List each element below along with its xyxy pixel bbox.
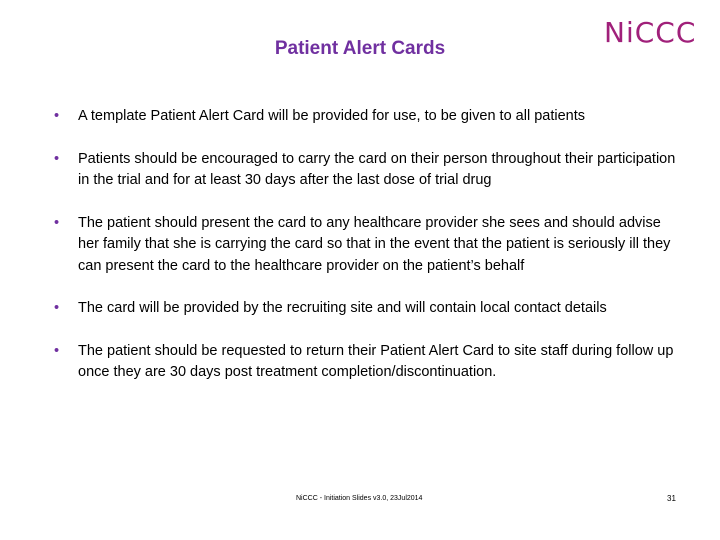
bullet-marker-icon: • bbox=[54, 150, 60, 167]
slide-footer: NiCCC - Initiation Slides v3.0, 23Jul2014 bbox=[296, 495, 423, 502]
bullet-item bbox=[54, 213, 684, 278]
bullet-text: The card will be provided by the recruiting site and will contain local contact details bbox=[78, 300, 607, 316]
bullet-text: A template Patient Alert Card will be provided for use, to be given to all patients bbox=[78, 108, 585, 124]
bullet-marker-icon: • bbox=[54, 214, 60, 231]
bullet-list bbox=[54, 106, 684, 405]
bullet-text: The patient should be requested to return their Patient Alert Card to site staff during follow up once they are 30 days post treatment completion/discontinuation. bbox=[78, 342, 674, 380]
slide-title: Patient Alert Cards bbox=[274, 38, 446, 59]
bullet-item bbox=[54, 298, 684, 320]
niccc-logo: NiCCC bbox=[604, 16, 697, 49]
bullet-item bbox=[54, 149, 684, 192]
bullet-text: The patient should present the card to any healthcare provider she sees and should advise her family that she is carrying the card so that in the event that the patient is seriously ill they can present the card to the healthcare provider on the patient’s behalf bbox=[78, 214, 671, 274]
bullet-marker-icon: • bbox=[54, 300, 60, 316]
bullet-item bbox=[54, 341, 684, 384]
bullet-text: Patients should be encouraged to carry the card on their person throughout their participation in the trial and for at least 30 days after the last dose of trial drug bbox=[78, 150, 676, 188]
bullet-marker-icon: • bbox=[54, 108, 60, 124]
bullet-item bbox=[54, 106, 684, 128]
bullet-marker-icon: • bbox=[54, 342, 60, 359]
page-number: 31 bbox=[667, 494, 676, 503]
